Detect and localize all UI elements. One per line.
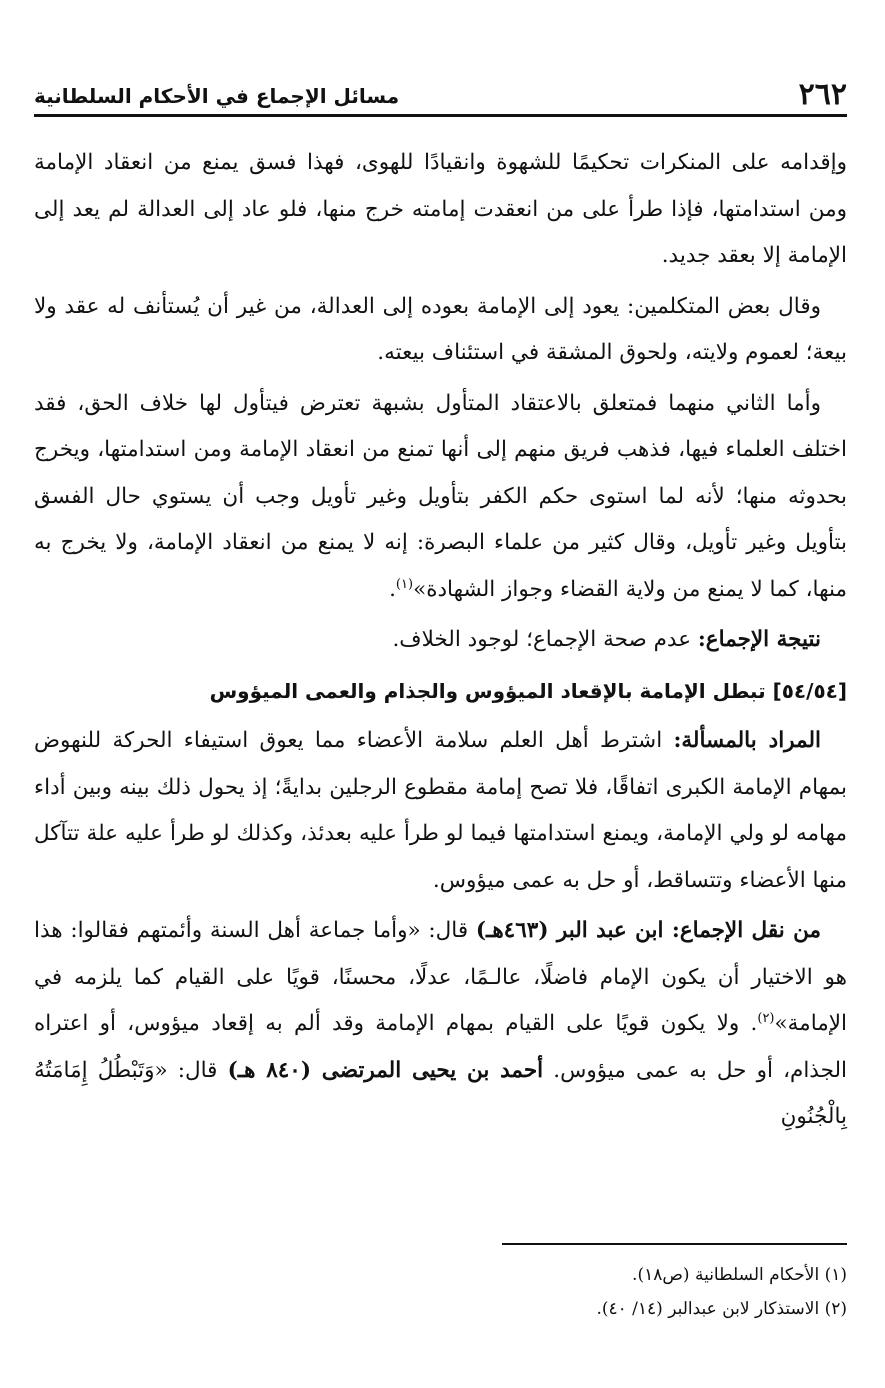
paragraph-text: وأما الثاني منهما فمتعلق بالاعتقاد المتأول بشبهة تعترض فيتأول لها خلاف الحق، فقد اختلف العلماء فيها، فذهب فريق منهم إلى أنها تمنع من انعقاد الإمامة ومن استدامتها، ويخرج بحدوثه منها؛ لأنه لما استوى حكم الكفر بتأويل وغير تأويل وجب أن يستوي حال الفسق بتأويل وغير تأويل، وقال كثير من علماء البصرة: إنه لا يمنع من انعقاد الإمامة، ولا يخرج به منها، كما لا يمنع من ولاية القضاء وجواز الشهادة» <box>34 390 847 602</box>
transmission-text: . ولا يكون قويًا على القيام بمهام الإمامة وقد ألم به إقعاد ميؤوس، أو اعتراه الجذام، أو حل به عمى ميؤوس. <box>34 1011 847 1083</box>
paragraph-end: . <box>389 576 396 602</box>
conclusion-text: عدم صحة الإجماع؛ لوجود الخلاف. <box>392 627 698 652</box>
main-text <box>34 140 847 1145</box>
paragraph <box>34 284 847 377</box>
meaning-paragraph <box>34 718 847 904</box>
footnote-marker[interactable]: (٢) <box>757 1010 775 1026</box>
footnote-item: (١) الأحكام السلطانية (ص١٨). <box>632 1265 847 1285</box>
scholar-name: أحمد بن يحيى المرتضى (٨٤٠ هـ) <box>227 1057 544 1083</box>
running-title: مسائل الإجماع في الأحكام السلطانية <box>34 84 400 108</box>
quote-text: قال: «وَتَبْطُلُ إِمَامَتُهُ بِالْجُنُونِ <box>34 1057 847 1129</box>
scholar-name: ابن عبد البر (٤٦٣هـ) <box>475 918 672 943</box>
page-header <box>34 70 847 117</box>
quote-text: قال: «وأما جماعة أهل السنة وأئمتهم فقالوا: هذا هو الاختيار أن يكون الإمام فاضلًا، عالـمًا، عدلًا، محسنًا، قويًا على القيام كما يلزمه في الإمامة» <box>34 918 847 1036</box>
paragraph-text: وإقدامه على المنكرات تحكيمًا للشهوة وانقيادًا للهوى، فهذا فسق يمنع من انعقاد الإمامة ومن استدامتها، فإذا طرأ على من انعقدت إمامته خرج منها، فلو عاد إلى العدالة لم يعد إلى الإمامة إلا بعقد جديد. <box>34 150 847 268</box>
page-number: ٢٦٢ <box>798 77 847 112</box>
meaning-text: اشترط أهل العلم سلامة الأعضاء مما يعوق استيفاء الحركة للنهوض بمهام الإمامة الكبرى اتفاقًا، فلا تصح إمامة مقطوع الرجلين بدايةً؛ إذ يحول ذلك بينه وبين أداء مهامه لو ولي الإمامة، ويمنع استدامتها فيما لو طرأ عليه بعدئذ، وكذلك لو طرأ عليه علة تتآكل منها الأعضاء وتتساقط، أو حل به عمى ميؤوس. <box>34 728 847 893</box>
conclusion-paragraph <box>34 617 847 664</box>
conclusion-label: نتيجة الإجماع: <box>697 627 821 652</box>
paragraph <box>34 140 847 280</box>
footnote-divider <box>502 1243 847 1245</box>
paragraph <box>34 381 847 614</box>
footnotes <box>34 1258 847 1326</box>
footnote-item: (٢) الاستذكار لابن عبدالبر (١٤/ ٤٠). <box>596 1299 847 1319</box>
paragraph-text: وقال بعض المتكلمين: يعود إلى الإمامة بعوده إلى العدالة، من غير أن يُستأنف له عقد ولا بيعة؛ لعموم ولايته، ولحوق المشقة في استئناف بيعته. <box>34 293 847 365</box>
footnote-marker[interactable]: (١) <box>395 576 414 592</box>
transmission-paragraph <box>34 908 847 1141</box>
section-heading: [٥٤/٥٤] تبطل الإمامة بالإقعاد الميؤوس والجذام والعمى الميؤوس <box>209 678 847 703</box>
transmission-label: من نقل الإجماع: <box>671 918 821 943</box>
meaning-label: المراد بالمسألة: <box>673 728 821 753</box>
